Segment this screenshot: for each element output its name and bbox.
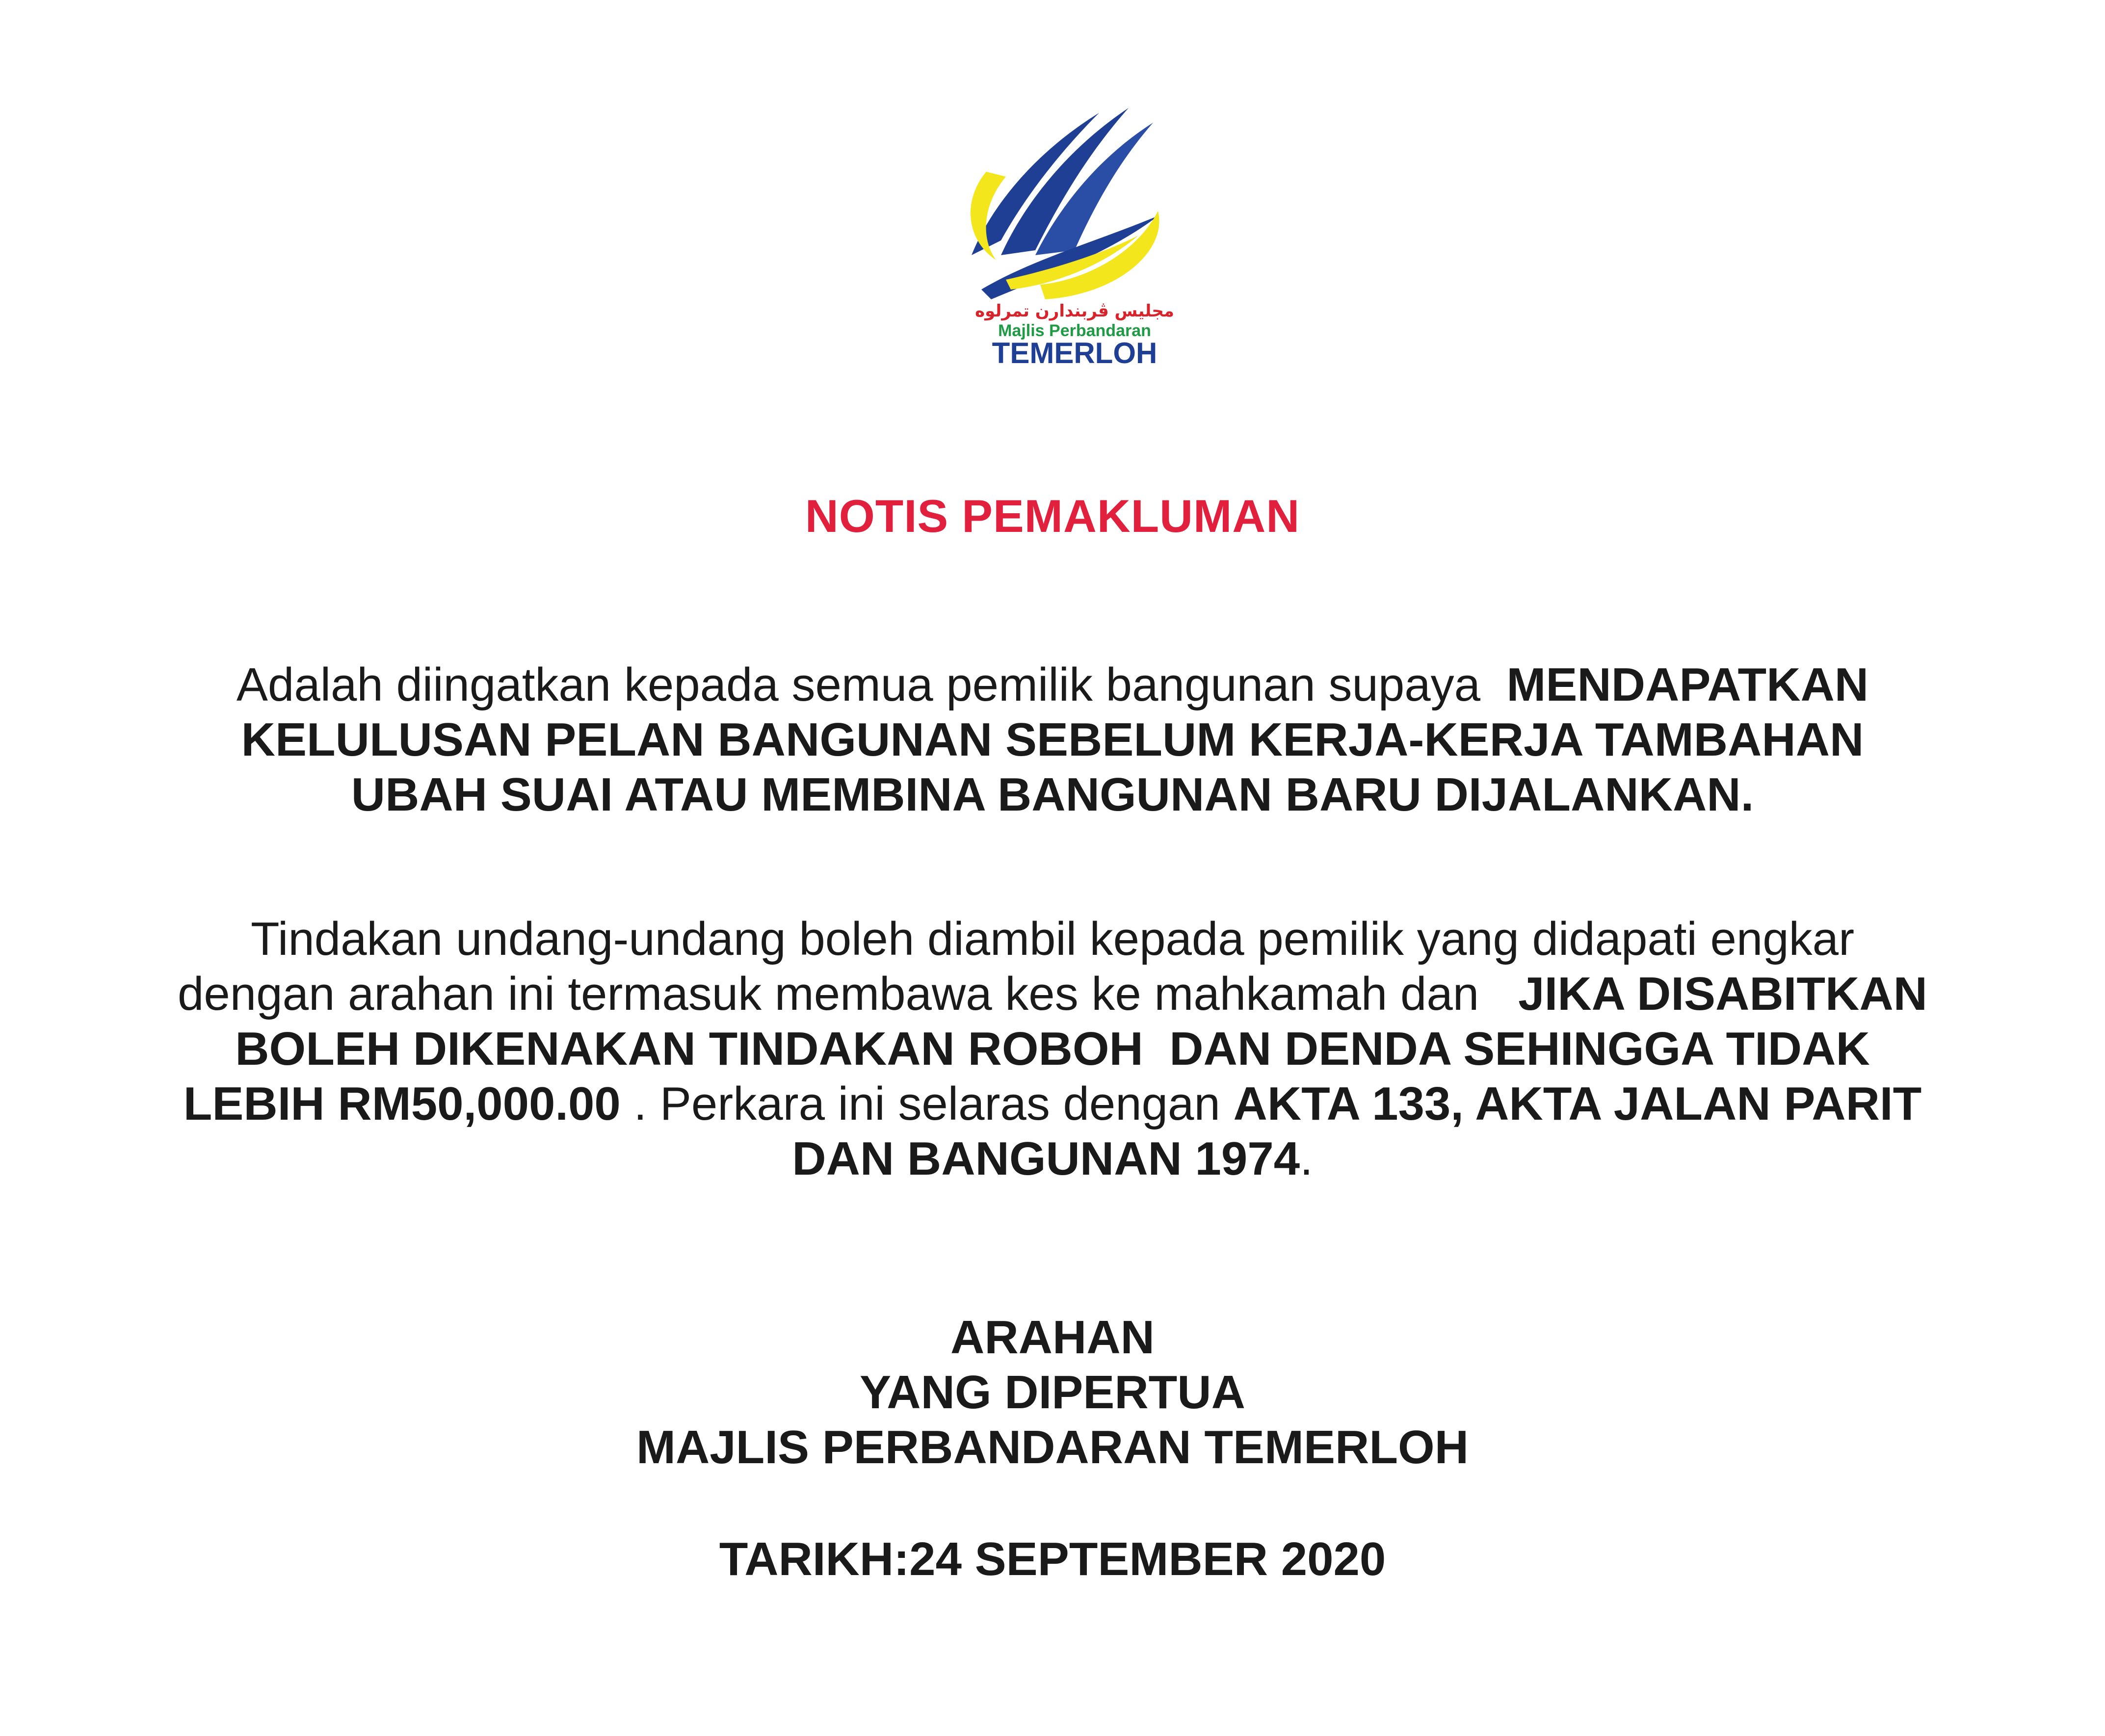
para1-line-2 [0,712,2105,767]
para2-text: . [1300,1132,1313,1185]
para2-text: dengan arahan ini termasuk membawa kes ke mahkamah dan [178,968,1519,1020]
para2-line-4 [0,1077,2105,1131]
para2-text: Tindakan undang-undang boleh diambil kepada pemilik yang didapati engkar [250,913,1855,965]
para2-text: . Perkara ini selaras dengan [620,1078,1234,1130]
para1-line-3 [0,767,2105,822]
svg-text:Majlis Perbandaran: Majlis Perbandaran [998,321,1151,340]
para2-line-2 [0,967,2105,1022]
para2-line-1 [0,912,2105,967]
signoff-line-2: YANG DIPERTUA [860,1366,1245,1419]
signoff-line-3: MAJLIS PERBANDARAN TEMERLOH [636,1421,1469,1473]
paragraph-legal-action [0,912,2105,1186]
para2-emphasis: LEBIH RM50,000.00 [183,1078,621,1130]
para2-line-5 [0,1131,2105,1186]
para2-emphasis: DAN BANGUNAN 1974 [792,1132,1300,1185]
signoff-block [0,1310,2105,1475]
mpt-logo [952,93,1197,368]
para2-line-3 [0,1022,2105,1077]
para1-emphasis: KELULUSAN PELAN BANGUNAN SEBELUM KERJA-KERJA TAMBAHAN [241,713,1864,766]
mpt-logo-emblem [952,93,1197,368]
signoff-line-1: ARAHAN [950,1311,1155,1364]
para1-emphasis: MENDAPATKAN [1506,658,1869,711]
svg-text:TEMERLOH: TEMERLOH [992,337,1158,368]
paragraph-building-approval [0,658,2105,822]
para1-emphasis: UBAH SUAI ATAU MEMBINA BANGUNAN BARU DIJALANKAN. [351,768,1754,821]
para2-emphasis: JIKA DISABITKAN [1518,968,1927,1020]
notice-title: NOTIS PEMAKLUMAN [805,490,1300,542]
svg-text:مجليس ڤربندارن تمرلوه: مجليس ڤربندارن تمرلوه [975,301,1174,321]
para2-emphasis: BOLEH DIKENAKAN TINDAKAN ROBOH DAN DENDA SEHINGGA TIDAK [235,1023,1870,1075]
para2-emphasis: AKTA 133, AKTA JALAN PARIT [1233,1078,1922,1130]
notice-date: TARIKH:24 SEPTEMBER 2020 [719,1533,1386,1585]
para1-line-1 [0,658,2105,712]
para1-text: Adalah diingatkan kepada semua pemilik bangunan supaya [236,658,1507,711]
